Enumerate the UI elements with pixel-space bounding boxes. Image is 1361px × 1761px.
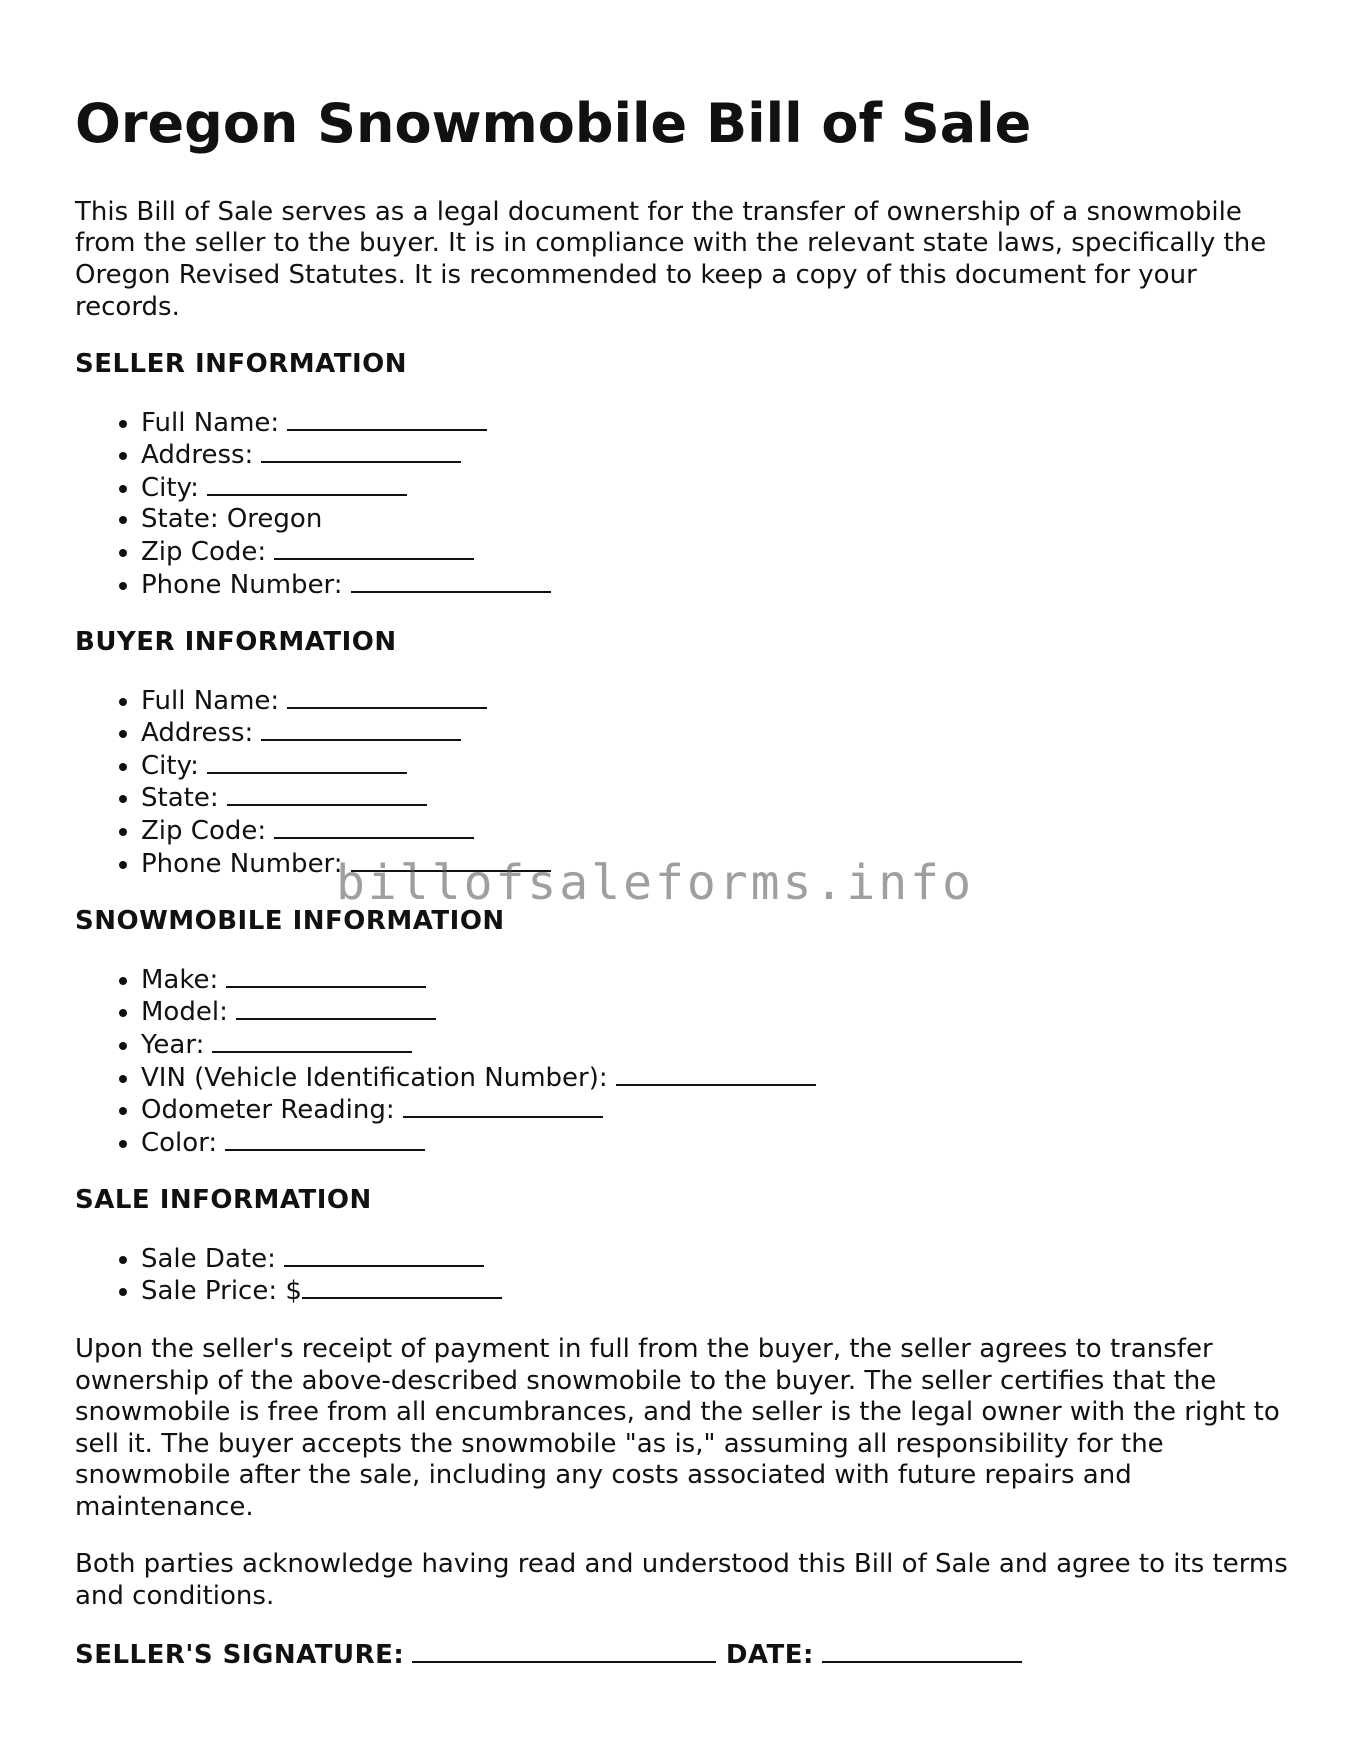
field-label: State:: [141, 783, 219, 814]
snowmobile-year: [141, 1029, 1290, 1062]
buyer-zip: [141, 815, 1290, 848]
date-blank[interactable]: [822, 1639, 1022, 1663]
sale-date-blank[interactable]: [284, 1243, 484, 1267]
seller-signature-blank[interactable]: [412, 1639, 716, 1663]
buyer-city: [141, 750, 1290, 783]
field-label: City:: [141, 472, 199, 503]
sale-heading: SALE INFORMATION: [75, 1185, 372, 1216]
field-label: VIN (Vehicle Identification Number):: [141, 1062, 608, 1093]
seller-full-name: [141, 407, 1290, 440]
field-label: Sale Price: $: [141, 1276, 302, 1307]
field-label: Full Name:: [141, 407, 280, 438]
field-label: Zip Code:: [141, 537, 267, 567]
field-label: Color:: [141, 1127, 218, 1158]
seller-zip-blank[interactable]: [274, 536, 474, 560]
snowmobile-vin-blank[interactable]: [616, 1062, 816, 1086]
seller-address: [141, 439, 1290, 472]
field-label: Sale Date:: [141, 1243, 276, 1274]
buyer-state-blank[interactable]: [227, 782, 427, 806]
acknowledgement-paragraph: Both parties acknowledge having read and understood this Bill of Sale and agree to its terms and conditions.: [75, 1549, 1288, 1612]
buyer-heading: BUYER INFORMATION: [75, 627, 397, 658]
intro-paragraph: This Bill of Sale serves as a legal document for the transfer of ownership of a snowmobile from the seller to the buyer. It is in compliance with the relevant state laws, specifically the Oregon Revised Statutes. It is recommended to keep a copy of this document for your records.: [75, 196, 1267, 322]
buyer-city-blank[interactable]: [207, 750, 407, 774]
snowmobile-model-blank[interactable]: [236, 996, 436, 1020]
sale-price-blank[interactable]: [302, 1275, 502, 1299]
buyer-full-name: [141, 685, 1290, 718]
buyer-state: [141, 782, 1290, 815]
snowmobile-vin: [141, 1062, 1290, 1095]
field-label: Full Name:: [141, 685, 280, 716]
field-label: Phone Number:: [141, 848, 343, 879]
field-label: Address:: [141, 440, 254, 471]
sale-list: [75, 1243, 1290, 1308]
seller-signature-label: SELLER'S SIGNATURE:: [75, 1639, 405, 1670]
snowmobile-make-blank[interactable]: [226, 964, 426, 988]
seller-heading: SELLER INFORMATION: [75, 349, 408, 380]
snowmobile-year-blank[interactable]: [212, 1029, 412, 1053]
buyer-list: [75, 685, 1290, 880]
field-label: Model:: [141, 997, 228, 1028]
snowmobile-odometer-blank[interactable]: [403, 1094, 603, 1118]
seller-list: [75, 407, 1290, 601]
seller-full-name-blank[interactable]: [287, 407, 487, 431]
sale-date: [141, 1243, 1290, 1276]
buyer-address-blank[interactable]: [261, 717, 461, 741]
seller-city-blank[interactable]: [207, 472, 407, 496]
signature-line: [75, 1639, 1290, 1672]
seller-phone: [141, 569, 1290, 602]
snowmobile-heading: SNOWMOBILE INFORMATION: [75, 906, 505, 937]
buyer-full-name-blank[interactable]: [287, 685, 487, 709]
seller-address-blank[interactable]: [261, 439, 461, 463]
snowmobile-odometer: [141, 1094, 1290, 1127]
field-label: Make:: [141, 964, 219, 995]
buyer-address: [141, 717, 1290, 750]
field-label: Phone Number:: [141, 569, 343, 600]
field-label: Address:: [141, 718, 254, 749]
snowmobile-model: [141, 996, 1290, 1029]
snowmobile-make: [141, 964, 1290, 997]
snowmobile-list: [75, 964, 1290, 1159]
date-label: DATE:: [725, 1639, 814, 1670]
document-title: Oregon Snowmobile Bill of Sale: [75, 92, 1032, 155]
buyer-zip-blank[interactable]: [274, 815, 474, 839]
snowmobile-color-blank[interactable]: [225, 1127, 425, 1151]
field-label: Year:: [141, 1029, 205, 1060]
snowmobile-color: [141, 1127, 1290, 1160]
watermark: billofsaleforms.info: [336, 855, 974, 911]
seller-state: [141, 504, 1290, 536]
seller-zip: [141, 536, 1290, 569]
terms-paragraph: Upon the seller's receipt of payment in full from the buyer, the seller agrees to transfer ownership of the above-described snowmobile to the buyer. The seller certifies that the snowmobile is free from all encumbrances, and the seller is the legal owner with the right to sell it. The buyer accepts the snowmobile "as is," assuming all responsibility for the snowmobile after the sale, including any costs associated with future repairs and maintenance.: [75, 1333, 1280, 1522]
sale-price: [141, 1275, 1290, 1308]
field-label: Odometer Reading:: [141, 1095, 395, 1126]
field-label: Zip Code:: [141, 816, 267, 847]
field-label: City:: [141, 750, 199, 781]
seller-phone-blank[interactable]: [351, 569, 551, 593]
field-label: State: Oregon: [141, 504, 323, 535]
seller-city: [141, 472, 1290, 505]
